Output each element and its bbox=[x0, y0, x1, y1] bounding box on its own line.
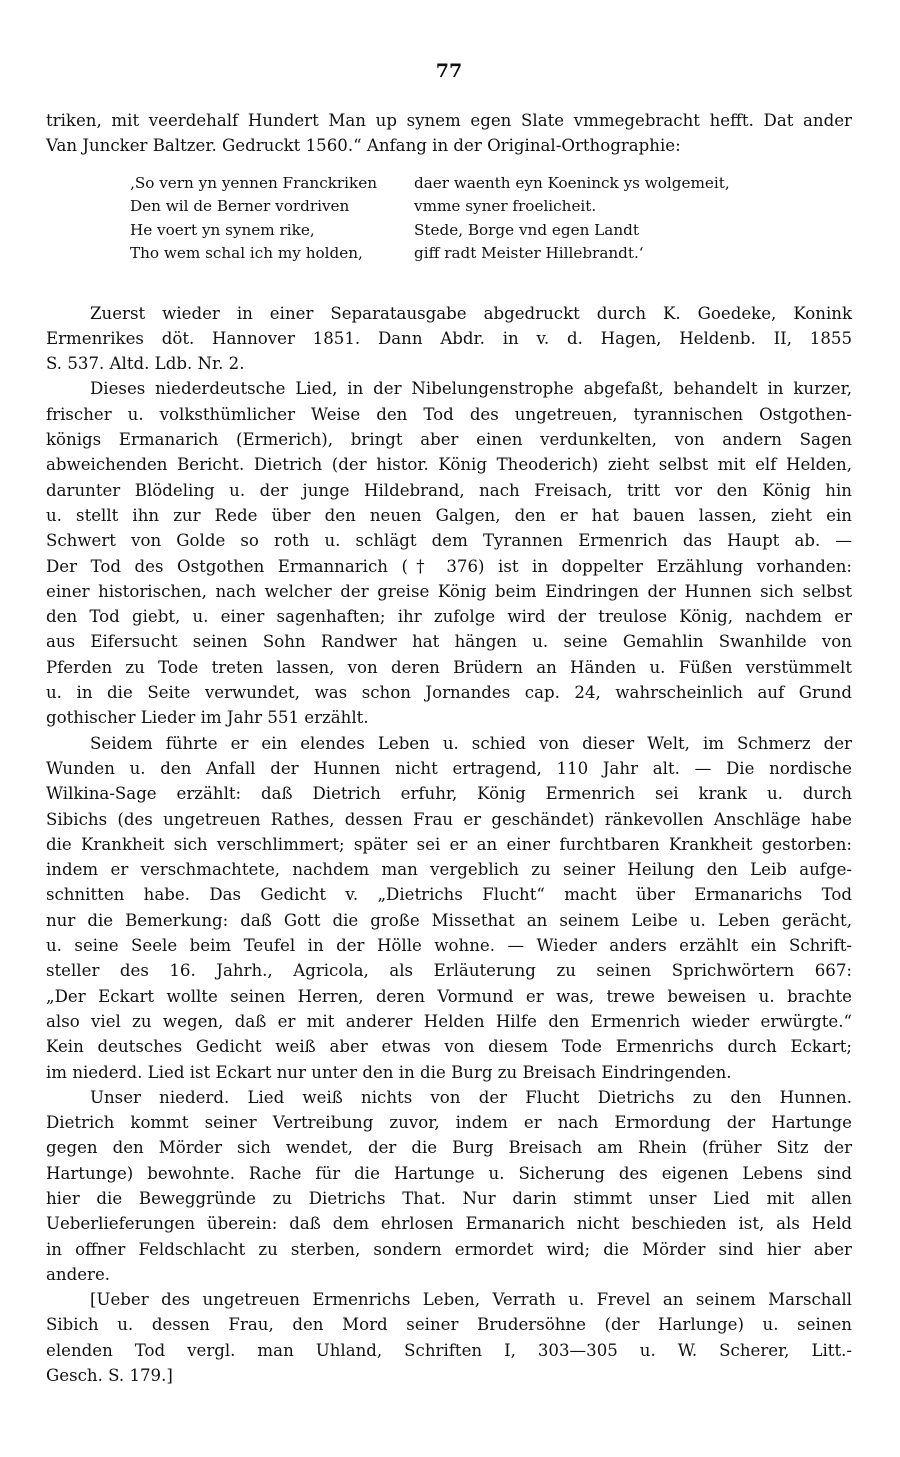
verse-half: Tho wem schal ich my holden, bbox=[130, 244, 363, 263]
text-line: den Tod giebt, u. einer sagenhaften; ihr zufolge wird der treulose König, nachdem er bbox=[46, 607, 852, 627]
verse-half: Den wil de Berner vordriven bbox=[130, 197, 350, 216]
text-line: triken, mit veerdehalf Hundert Man up synem egen Slate vmmegebracht hefft. Dat ander bbox=[46, 111, 852, 130]
verse-half: He voert yn synem rike, bbox=[130, 220, 315, 239]
text-line: elenden Tod vergl. man Uhland, Schriften I, 303—305 u. W. Scherer, Litt.- bbox=[46, 1340, 852, 1360]
paragraph bbox=[46, 301, 852, 377]
text-line: Hartunge) bewohnte. Rache für die Hartunge u. Sicherung des eigenen Lebens sind bbox=[46, 1163, 852, 1183]
verse-line bbox=[130, 219, 852, 243]
verse-quote bbox=[130, 172, 852, 266]
paragraph bbox=[46, 1085, 852, 1287]
verse-line bbox=[130, 195, 852, 219]
text-line: indem er verschmachtete, nachdem man vergeblich zu seiner Heilung den Leib aufge- bbox=[46, 860, 852, 880]
paragraph bbox=[46, 376, 852, 730]
text-line: Pferden zu Tode treten lassen, von deren Brüdern an Händen u. Füßen verstümmelt bbox=[46, 657, 852, 677]
text-line: schnitten habe. Das Gedicht v. „Dietrichs Flucht“ macht über Ermanarichs Tod bbox=[46, 885, 852, 905]
text-line: andere. bbox=[46, 1264, 111, 1284]
text-line: also viel zu wegen, daß er mit anderer Helden Hilfe den Ermenrich wieder erwürgte.“ bbox=[46, 1011, 852, 1031]
intro-block bbox=[46, 108, 852, 159]
text-line: Ermenrikes döt. Hannover 1851. Dann Abdr. in v. d. Hagen, Heldenb. II, 1855 bbox=[46, 328, 852, 348]
text-line: u. seine Seele beim Teufel in der Hölle wohne. — Wieder anders erzählt ein Schrift- bbox=[46, 936, 852, 956]
spacer bbox=[46, 279, 852, 301]
verse-half: Stede, Borge vnd egen Landt bbox=[414, 220, 639, 239]
text-line: steller des 16. Jahrh., Agricola, als Erläuterung zu seinen Sprichwörtern 667: bbox=[46, 961, 852, 981]
verse-line bbox=[130, 172, 852, 196]
text-line: „Der Eckart wollte seinen Herren, deren Vormund er was, trewe beweisen u. brachte bbox=[46, 986, 852, 1006]
verse-half: giff radt Meister Hillebrandt.‘ bbox=[414, 244, 644, 263]
text-line: Seidem führte er ein elendes Leben u. schied von dieser Welt, im Schmerz der bbox=[90, 733, 852, 753]
text-line: hier die Beweggründe zu Dietrichs That. Nur darin stimmt unser Lied mit allen bbox=[46, 1188, 852, 1208]
text-line: Dieses niederdeutsche Lied, in der Nibelungenstrophe abgefaßt, behandelt in kurzer, bbox=[90, 379, 852, 399]
text-line: Gesch. S. 179.] bbox=[46, 1366, 173, 1386]
text-line: aus Eifersucht seinen Sohn Randwer hat hängen u. seine Gemahlin Swanhilde von bbox=[46, 632, 852, 652]
text-line: abweichenden Bericht. Dietrich (der histor. König Theoderich) zieht selbst mit elf Helden, bbox=[46, 455, 852, 475]
verse-half: ‚So vern yn yennen Franckriken bbox=[130, 173, 377, 192]
verse-half: daer waenth eyn Koeninck ys wolgemeit, bbox=[414, 173, 730, 192]
text-line: Kein deutsches Gedicht weiß aber etwas von diesem Tode Ermenrichs durch Eckart; bbox=[46, 1037, 852, 1057]
text-line: Sibich u. dessen Frau, den Mord seiner Brudersöhne (der Harlunge) u. seinen bbox=[46, 1315, 852, 1335]
text-line: einer historischen, nach welcher der greise König beim Eindringen der Hunnen sich selbst bbox=[46, 581, 852, 601]
text-line: im niederd. Lied ist Eckart nur unter den in die Burg zu Breisach Eindringenden. bbox=[46, 1062, 732, 1082]
body-text bbox=[46, 301, 852, 1389]
text-line: frischer u. volksthümlicher Weise den Tod des ungetreuen, tyrannischen Ostgothen- bbox=[46, 404, 852, 424]
text-line: Wunden u. den Anfall der Hunnen nicht ertragend, 110 Jahr alt. — Die nordische bbox=[46, 758, 852, 778]
text-line: u. stellt ihn zur Rede über den neuen Galgen, den er hat bauen lassen, zieht ein bbox=[46, 505, 852, 525]
text-line: Schwert von Golde so roth u. schlägt dem Tyrannen Ermenrich das Haupt ab. — bbox=[46, 531, 852, 551]
paragraph bbox=[46, 1287, 852, 1388]
text-line: königs Ermanarich (Ermerich), bringt aber einen verdunkelten, von andern Sagen bbox=[46, 430, 852, 450]
text-line: gegen den Mörder sich wendet, der die Burg Breisach am Rhein (früher Sitz der bbox=[46, 1138, 852, 1158]
document-page bbox=[46, 58, 852, 1388]
text-line: [Ueber des ungetreuen Ermenrichs Leben, Verrath u. Frevel an seinem Marschall bbox=[90, 1290, 852, 1310]
text-line: S. 537. Altd. Ldb. Nr. 2. bbox=[46, 354, 245, 374]
verse-half: vmme syner froelicheit. bbox=[414, 197, 597, 216]
text-line: Der Tod des Ostgothen Ermannarich († 376) ist in doppelter Erzählung vorhanden: bbox=[46, 556, 852, 576]
text-line: in offner Feldschlacht zu sterben, sondern ermordet wird; die Mörder sind hier aber bbox=[46, 1239, 852, 1259]
text-line: u. in die Seite verwundet, was schon Jornandes cap. 24, wahrscheinlich auf Grund bbox=[46, 683, 852, 703]
text-line: nur die Bemerkung: daß Gott die große Missethat an seinem Leibe u. Leben gerächt, bbox=[46, 910, 852, 930]
text-line: Unser niederd. Lied weiß nichts von der Flucht Dietrichs zu den Hunnen. bbox=[90, 1087, 852, 1107]
paragraph bbox=[46, 731, 852, 1085]
text-line: Van Juncker Baltzer. Gedruckt 1560.“ Anfang in der Original-Orthographie: bbox=[46, 136, 681, 156]
text-line: darunter Blödeling u. der junge Hildebrand, nach Freisach, tritt vor den König hin bbox=[46, 480, 852, 500]
text-line: gothischer Lieder im Jahr 551 erzählt. bbox=[46, 708, 369, 728]
text-line: Dietrich kommt seiner Vertreibung zuvor, indem er nach Ermordung der Hartunge bbox=[46, 1113, 852, 1133]
text-line: die Krankheit sich verschlimmert; später sei er an einer furchtbaren Krankheit gestorben: bbox=[46, 834, 852, 854]
verse-line bbox=[130, 242, 852, 266]
text-line: Zuerst wieder in einer Separatausgabe abgedruckt durch K. Goedeke, Konink bbox=[90, 303, 852, 323]
text-line: Sibichs (des ungetreuen Rathes, dessen Frau er geschändet) ränkevollen Anschläge habe bbox=[46, 809, 852, 829]
text-line: Wilkina-Sage erzählt: daß Dietrich erfuhr, König Ermenrich sei krank u. durch bbox=[46, 784, 852, 804]
page-number: 77 bbox=[435, 60, 463, 82]
text-line: Ueberlieferungen überein: daß dem ehrlosen Ermanarich nicht beschieden ist, als Held bbox=[46, 1214, 852, 1234]
